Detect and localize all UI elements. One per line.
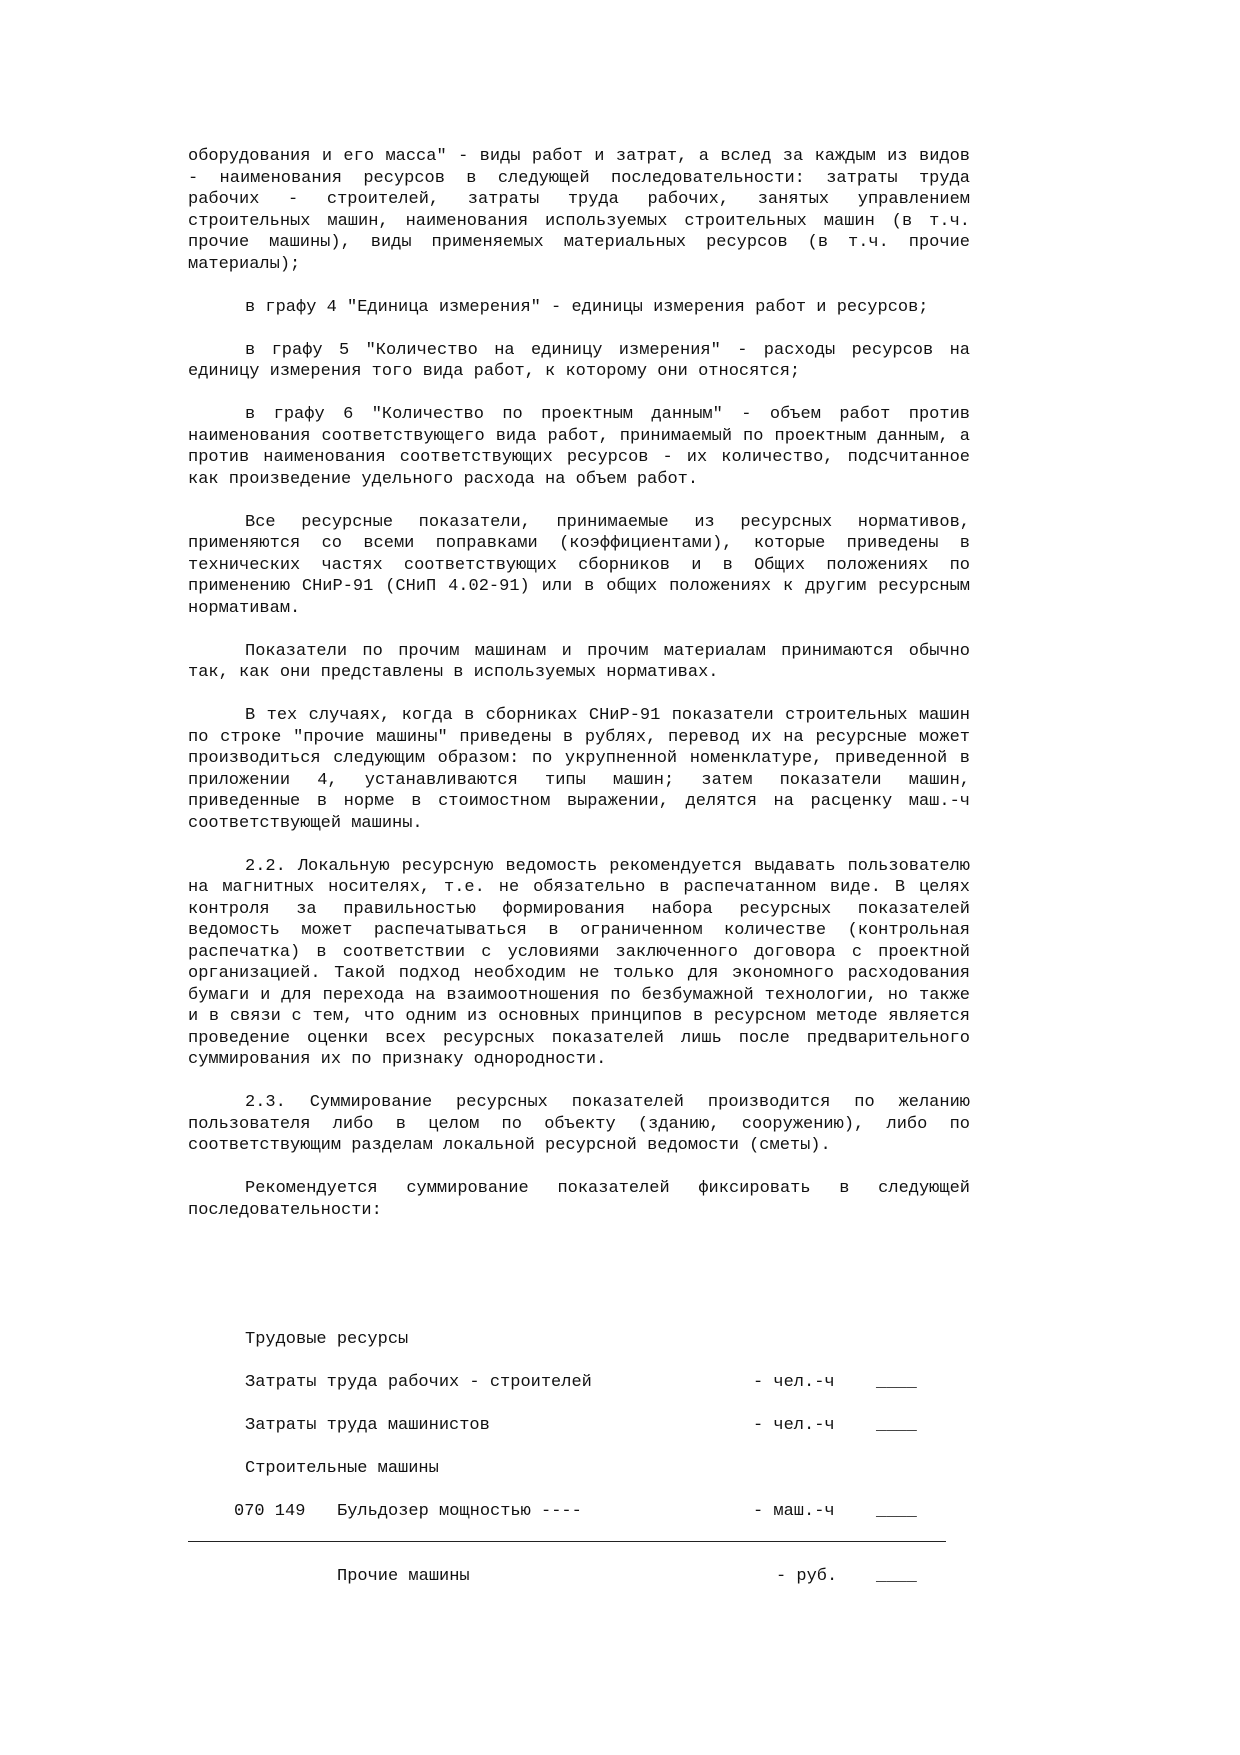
other-machines-unit: - руб. [776, 1567, 838, 1586]
paragraph-other-machines: Показатели по прочим машинам и прочим материалам принимаются обычно так, как они представлены в используемых нормативах. [188, 641, 970, 682]
paragraph-gap [188, 1071, 970, 1093]
labor-resources-heading: Трудовые ресурсы [245, 1330, 409, 1349]
bulldozer-code: 070 149 [234, 1502, 306, 1521]
paragraph-gap [188, 684, 970, 706]
bulldozer-unit: - маш.-ч [753, 1502, 835, 1521]
paragraph-gap [188, 275, 970, 297]
paragraph-column-4: в графу 4 "Единица измерения" - единицы измерения работ и ресурсов; [245, 297, 929, 317]
labor-workers-label: Затраты труда рабочих - строителей [245, 1373, 592, 1392]
labor-operators-label: Затраты труда машинистов [245, 1416, 490, 1435]
body-text [188, 146, 970, 1221]
paragraph-gap [188, 834, 970, 856]
paragraph-gap [188, 318, 970, 340]
paragraph-gap [188, 619, 970, 641]
bulldozer-label: Бульдозер мощностью ---- [337, 1502, 582, 1521]
paragraph-gap [188, 1157, 970, 1179]
paragraph-equipment-mass: оборудования и его масса" - виды работ и затрат, а вслед за каждым из видов - наименования ресурсов в следующей последовательности: затраты труда рабочих - строителей, затраты труда рабочих, занятых управлением строительных машин, наименования используемых строительных машин (в т.ч. прочие машины), виды применяемых материальных ресурсов (в т.ч. прочие материалы); [188, 147, 970, 274]
labor-workers-blank: ____ [876, 1373, 917, 1392]
paragraph-summation-order: Рекомендуется суммирование показателей фиксировать в следующей последовательности: [188, 1179, 970, 1220]
paragraph-column-6: в графу 6 "Количество по проектным данным" - объем работ против наименования соответствующего вида работ, принимаемый по проектным данным, а против наименования соответствующих ресурсов - их количество, подсчитанное как произведение удельного расхода на объем работ. [188, 405, 970, 489]
other-machines-blank: ____ [876, 1567, 917, 1586]
labor-workers-unit: - чел.-ч [753, 1373, 835, 1392]
paragraph-gap [188, 490, 970, 512]
labor-operators-unit: - чел.-ч [753, 1416, 835, 1435]
paragraph-column-5: в графу 5 "Количество на единицу измерения" - расходы ресурсов на единицу измерения того вида работ, к которому они относятся; [188, 340, 970, 381]
horizontal-rule [188, 1541, 946, 1542]
paragraph-rubles-conversion: В тех случаях, когда в сборниках СНиР-91 показатели строительных машин по строке "прочие машины" приведены в рублях, перевод их на ресурсные может производиться следующим образом: по укрупненной номенклатуре, приведенной в приложении 4, устанавливаются типы машин; затем показатели машин, приведенные в норме в стоимостном выражении, делятся на расценку маш.-ч соответствующей машины. [188, 706, 970, 833]
paragraph-resource-indicators: Все ресурсные показатели, принимаемые из ресурсных нормативов, применяются со всеми поправками (коэффициентами), которые приведены в технических частях соответствующих сборников и в Общих положениях по применению СНиР-91 (СНиП 4.02-91) или в общих положениях к другим ресурсным нормативам. [188, 512, 970, 618]
paragraph-section-2-3: 2.3. Суммирование ресурсных показателей производится по желанию пользователя либо в целом по объекту (зданию, сооружению), либо по соответствующим разделам локальной ресурсной ведомости (сметы). [188, 1093, 970, 1155]
labor-operators-blank: ____ [876, 1416, 917, 1435]
bulldozer-blank: ____ [876, 1502, 917, 1521]
paragraph-gap [188, 383, 970, 405]
paragraph-section-2-2: 2.2. Локальную ресурсную ведомость рекомендуется выдавать пользователю на магнитных носителях, т.е. не обязательно в распечатанном виде. В целях контроля за правильностью формирования набора ресурсных показателей ведомость может распечатываться в ограниченном количестве (контрольная распечатка) в соответствии с условиями заключенного договора с проектной организацией. Такой подход необходим не только для экономного расходования бумаги и для перехода на взаимоотношения по безбумажной технологии, но также и в связи с тем, что одним из основных принципов в ресурсном методе является проведение оценки всех ресурсных показателей лишь после предварительного суммирования их по признаку однородности. [188, 856, 970, 1069]
other-machines-label: Прочие машины [337, 1567, 470, 1586]
construction-machines-heading: Строительные машины [245, 1459, 439, 1478]
